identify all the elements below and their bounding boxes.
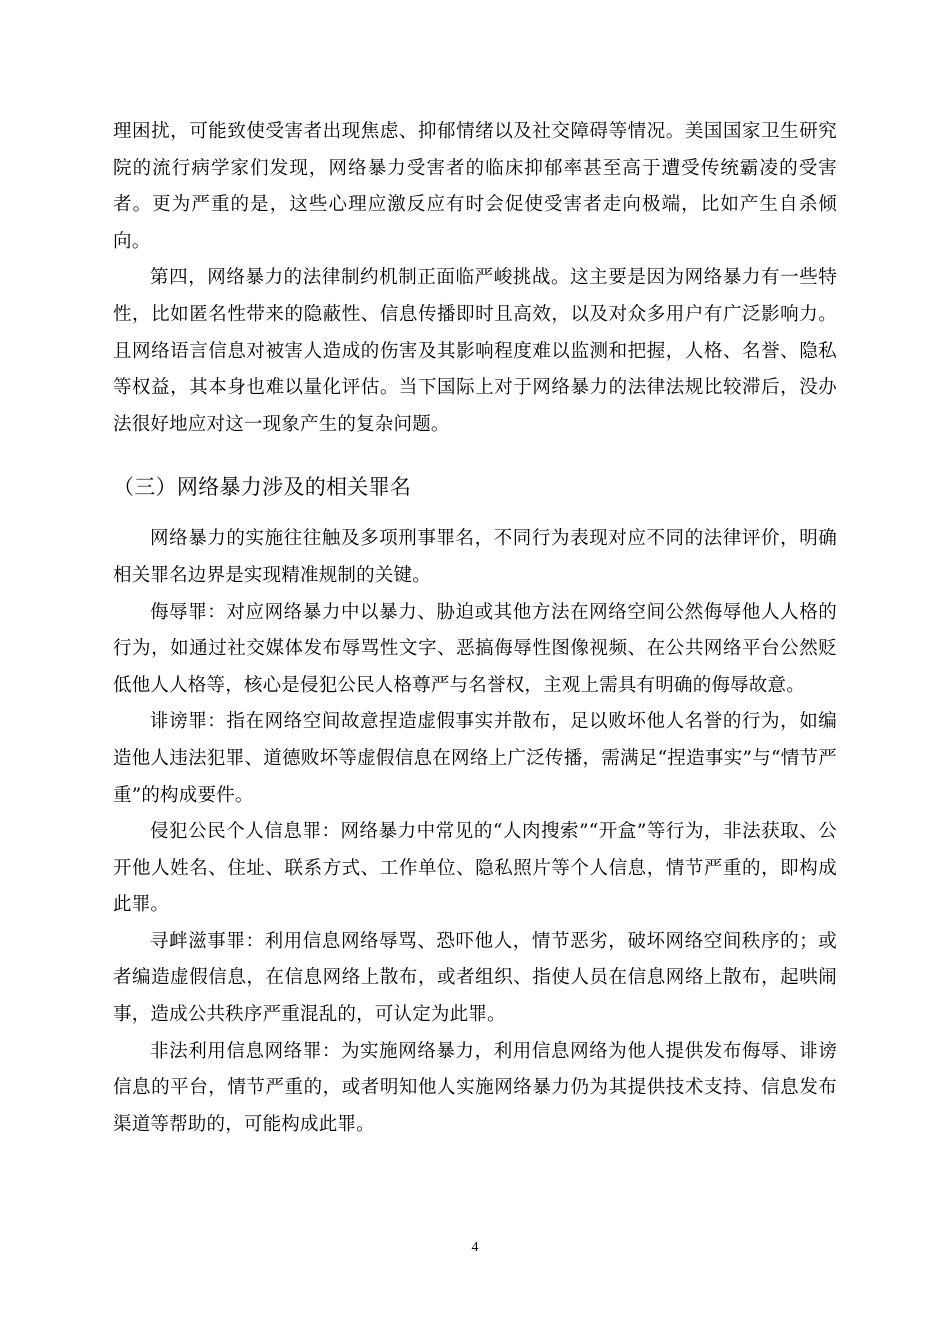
paragraph-defamation-crime: 诽谤罪：指在网络空间故意捏造虚假事实并散布，足以败坏他人名誉的行为，如编造他人违法犯罪、道德败坏等虚假信息在网络上广泛传播，需满足“捏造事实”与“情节严重”的构成要件。: [113, 711, 837, 806]
paragraph-legal-challenges: 第四，网络暴力的法律制约机制正面临严峻挑战。这主要是因为网络暴力有一些特性，比如匿名性带来的隐蔽性、信息传播即时且高效，以及对众多用户有广泛影响力。且网络语言信息对被害人造成的伤害及其影响程度难以监测和把握，人格、名誉、隐私等权益，其本身也难以量化评估。当下国际上对于网络暴力的法律法规比较滞后，没办法很好地应对这一现象产生的复杂问题。: [113, 267, 837, 435]
document-body: [113, 114, 837, 1143]
paragraph-intro: 网络暴力的实施往往触及多项刑事罪名，不同行为表现对应不同的法律评价，明确相关罪名边界是实现精准规制的关键。: [113, 528, 837, 586]
paragraph-insult-crime: 侮辱罪：对应网络暴力中以暴力、胁迫或其他方法在网络空间公然侮辱他人人格的行为，如通过社交媒体发布辱骂性文字、恶搞侮辱性图像视频、在公共网络平台公然贬低他人人格等，核心是侵犯公民人格尊严与名誉权，主观上需具有明确的侮辱故意。: [113, 601, 837, 696]
page-number: 4: [471, 1240, 479, 1255]
paragraph-personal-info-crime: 侵犯公民个人信息罪：网络暴力中常见的“人肉搜索”“开盒”等行为，非法获取、公开他人姓名、住址、联系方式、工作单位、隐私照片等个人信息，情节严重的，即构成此罪。: [113, 821, 837, 916]
section-heading: （三）网络暴力涉及的相关罪名: [113, 475, 412, 500]
paragraph-illegal-network-use-crime: 非法利用信息网络罪：为实施网络暴力，利用信息网络为他人提供发布侮辱、诽谤信息的平台，情节严重的，或者明知他人实施网络暴力仍为其提供技术支持、信息发布渠道等帮助的，可能构成此罪。: [113, 1040, 837, 1135]
paragraph-continuation: 理困扰，可能致使受害者出现焦虑、抑郁情绪以及社交障碍等情况。美国国家卫生研究院的流行病学家们发现，网络暴力受害者的临床抑郁率甚至高于遭受传统霸凌的受害者。更为严重的是，这些心理应激反应有时会促使受害者走向极端，比如产生自杀倾向。: [113, 121, 837, 252]
paragraph-provocation-crime: 寻衅滋事罪：利用信息网络辱骂、恐吓他人，情节恶劣，破坏网络空间秩序的；或者编造虚假信息，在信息网络上散布，或者组织、指使人员在信息网络上散布，起哄闹事，造成公共秩序严重混乱的，可认定为此罪。: [113, 930, 837, 1026]
